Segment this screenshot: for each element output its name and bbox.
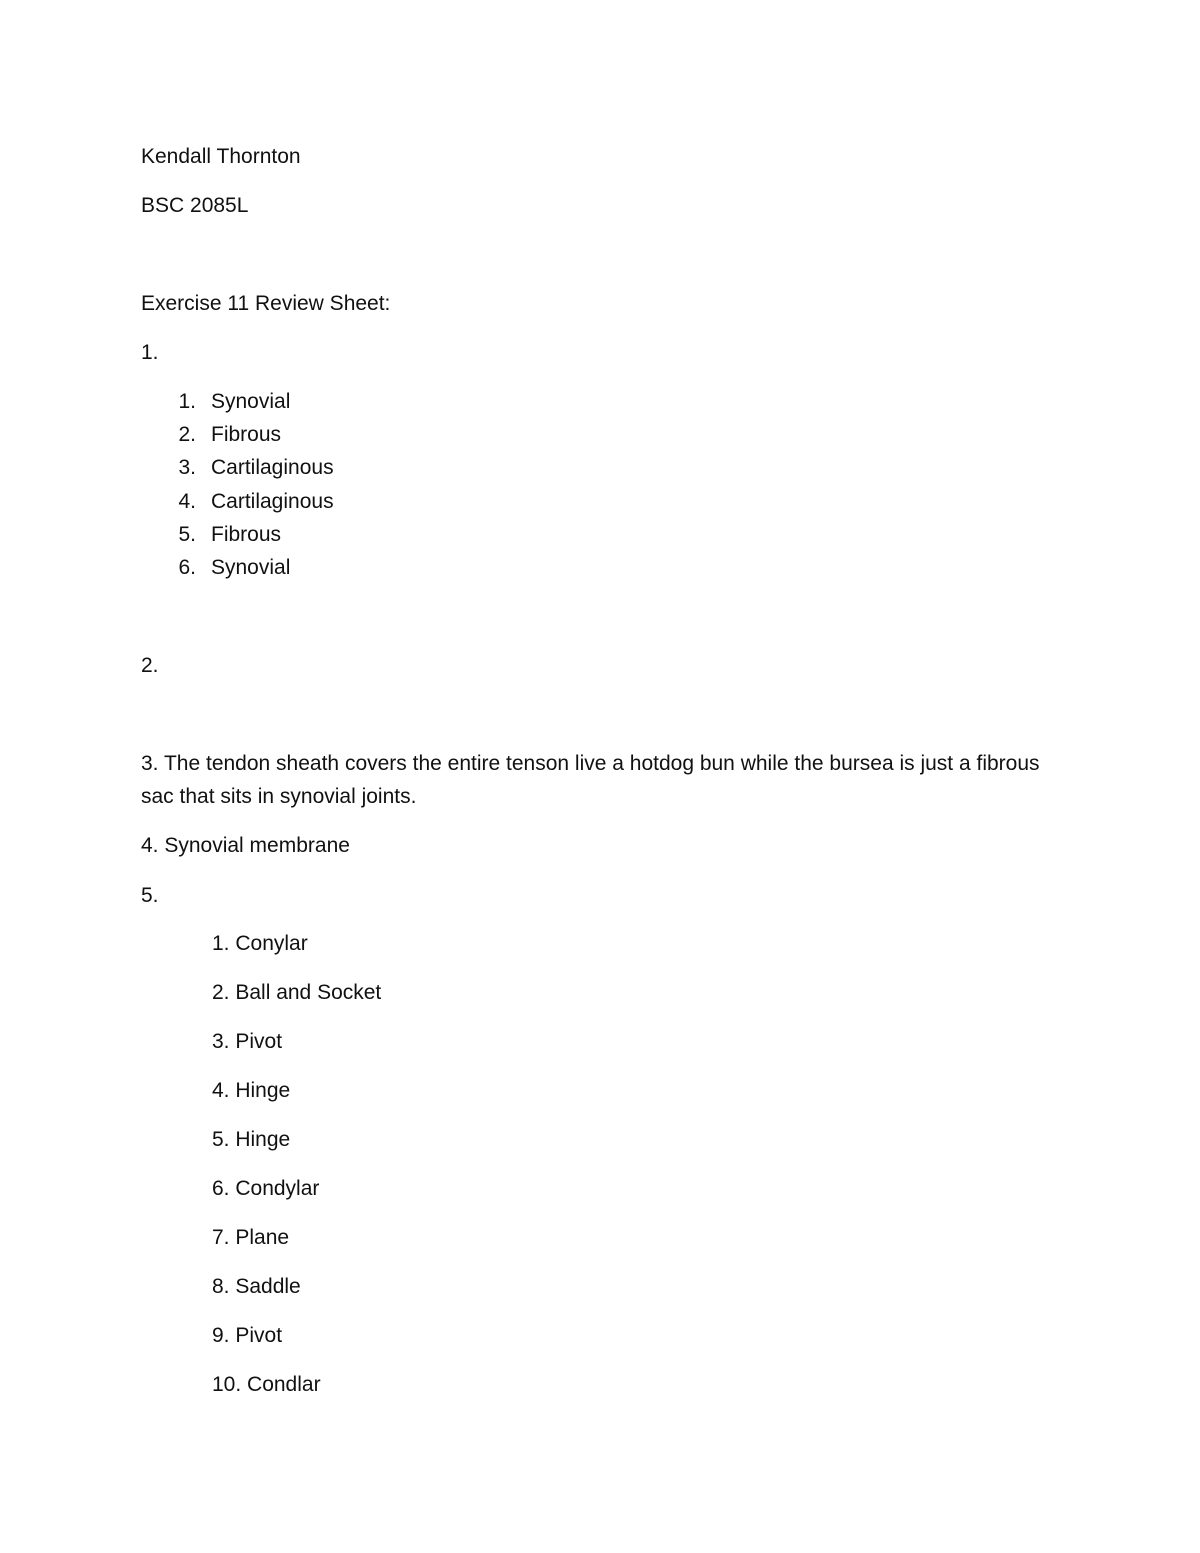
question-3-answer: 3. The tendon sheath covers the entire tenson live a hotdog bun while the bursea is just a fibrous sac that sits in synovial joints. [141,752,1040,808]
question-4-answer: 4. Synovial membrane [141,834,350,857]
list-item-number: 3. [178,456,196,479]
list-item: 4. Hinge [212,1079,291,1102]
question-2-label: 2. [141,654,159,677]
list-item-text: Synovial [211,390,291,413]
list-item: 2. Ball and Socket [212,981,382,1004]
list-item [160,422,281,448]
list-item-number: 2. [178,423,196,446]
list-item: 6. Condylar [212,1177,320,1200]
document-title: Exercise 11 Review Sheet: [141,292,391,315]
list-item-text: Cartilaginous [211,456,334,479]
list-item-number: 5. [178,523,196,546]
list-item: 8. Saddle [212,1275,301,1298]
list-item-number: 4. [178,490,196,513]
student-name: Kendall Thornton [141,145,301,168]
list-item [160,489,334,515]
course-code: BSC 2085L [141,194,249,217]
list-item: 10. Condlar [212,1373,321,1396]
list-item [160,455,334,481]
question-1-label: 1. [141,341,159,364]
list-item-number: 1. [178,390,196,413]
list-item [160,389,290,415]
list-item: 7. Plane [212,1226,290,1249]
list-item [160,555,290,581]
question-5-label: 5. [141,884,159,907]
list-item [160,522,281,548]
list-item: 5. Hinge [212,1128,291,1151]
list-item: 9. Pivot [212,1324,283,1347]
list-item-number: 6. [178,556,196,579]
list-item-text: Fibrous [211,423,282,446]
list-item: 1. Conylar [212,932,308,955]
list-item-text: Fibrous [211,523,282,546]
list-item: 3. Pivot [212,1030,283,1053]
list-item-text: Synovial [211,556,291,579]
list-item-text: Cartilaginous [211,490,334,513]
